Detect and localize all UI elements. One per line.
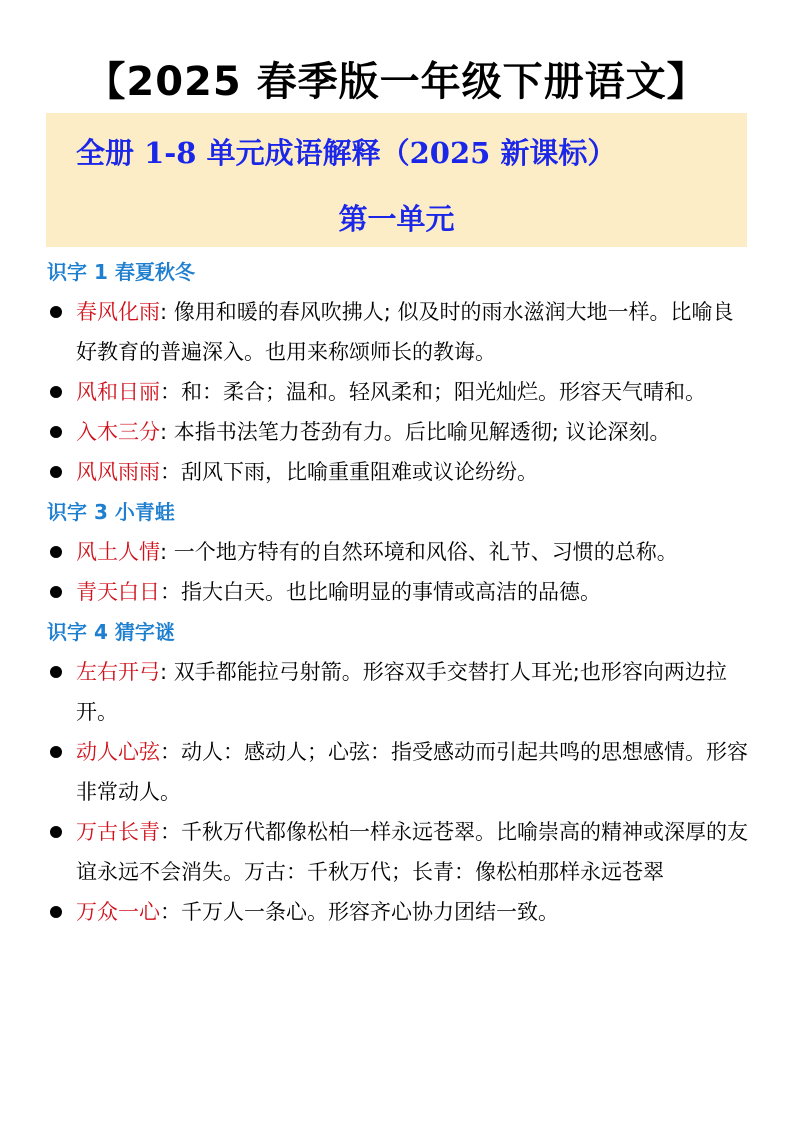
idiom-definition: : 本指书法笔力苍劲有力。后比喻见解透彻; 议论深刻。 (160, 420, 671, 444)
bullet-icon (50, 586, 62, 598)
idiom-definition: : 像用和暖的春风吹拂人; 似及时的雨水滋润大地一样。比喻良好教育的普遍深入。也用来称颂师长的教诲。 (76, 300, 734, 364)
idiom-entry (47, 572, 751, 612)
idiom-term: 入木三分 (76, 420, 160, 444)
idiom-term: 动人心弦 (76, 740, 160, 764)
idiom-definition: ：指大白天。也比喻明显的事情或高洁的品德。 (160, 580, 601, 604)
banner-subtitle: 全册 1-8 单元成语解释（2025 新课标） (76, 136, 617, 170)
idiom-definition: ：千万人一条心。形容齐心协力团结一致。 (160, 900, 559, 924)
idiom-definition: ：刮风下雨，比喻重重阻难或议论纷纷。 (160, 460, 538, 484)
idiom-list (47, 252, 751, 932)
bullet-icon (50, 466, 62, 478)
idiom-term: 万众一心 (76, 900, 160, 924)
idiom-definition: : 双手都能拉弓射箭。形容双手交替打人耳光;也形容向两边拉开。 (76, 660, 727, 724)
idiom-definition: ：和：柔合；温和。轻风柔和；阳光灿烂。形容天气晴和。 (160, 380, 706, 404)
idiom-entry (47, 652, 751, 732)
bullet-icon (50, 906, 62, 918)
idiom-definition: ：千秋万代都像松柏一样永远苍翠。比喻崇高的精神或深厚的友谊永远不会消失。万古：千秋万代；长青：像松柏那样永远苍翠 (76, 820, 748, 884)
idiom-entry (47, 892, 751, 932)
idiom-entry (47, 732, 751, 812)
idiom-term: 春风化雨 (76, 300, 160, 324)
bullet-icon (50, 666, 62, 678)
idiom-entry (47, 452, 751, 492)
idiom-term: 青天白日 (76, 580, 160, 604)
idiom-term: 风风雨雨 (76, 460, 160, 484)
bullet-icon (50, 746, 62, 758)
bullet-icon (50, 306, 62, 318)
idiom-entry (47, 812, 751, 892)
bullet-icon (50, 546, 62, 558)
section-heading: 识字 3 小青蛙 (47, 500, 175, 524)
idiom-entry (47, 412, 751, 452)
bullet-icon (50, 826, 62, 838)
section-heading: 识字 1 春夏秋冬 (47, 260, 195, 284)
idiom-term: 万古长青 (76, 820, 160, 844)
idiom-entry (47, 372, 751, 412)
page-title: 【2025 春季版一年级下册语文】 (85, 59, 708, 105)
idiom-definition: ：动人：感动人；心弦：指受感动而引起共鸣的思想感情。形容非常动人。 (76, 740, 748, 804)
idiom-entry (47, 532, 751, 572)
idiom-definition: : 一个地方特有的自然环境和风俗、礼节、习惯的总称。 (160, 540, 678, 564)
idiom-entry (47, 292, 751, 372)
section-heading: 识字 4 猜字谜 (47, 620, 175, 644)
idiom-term: 风土人情 (76, 540, 160, 564)
title-banner (46, 113, 747, 247)
idiom-term: 左右开弓 (76, 660, 160, 684)
bullet-icon (50, 386, 62, 398)
banner-unit-heading: 第一单元 (338, 202, 455, 236)
bullet-icon (50, 426, 62, 438)
idiom-term: 风和日丽 (76, 380, 160, 404)
